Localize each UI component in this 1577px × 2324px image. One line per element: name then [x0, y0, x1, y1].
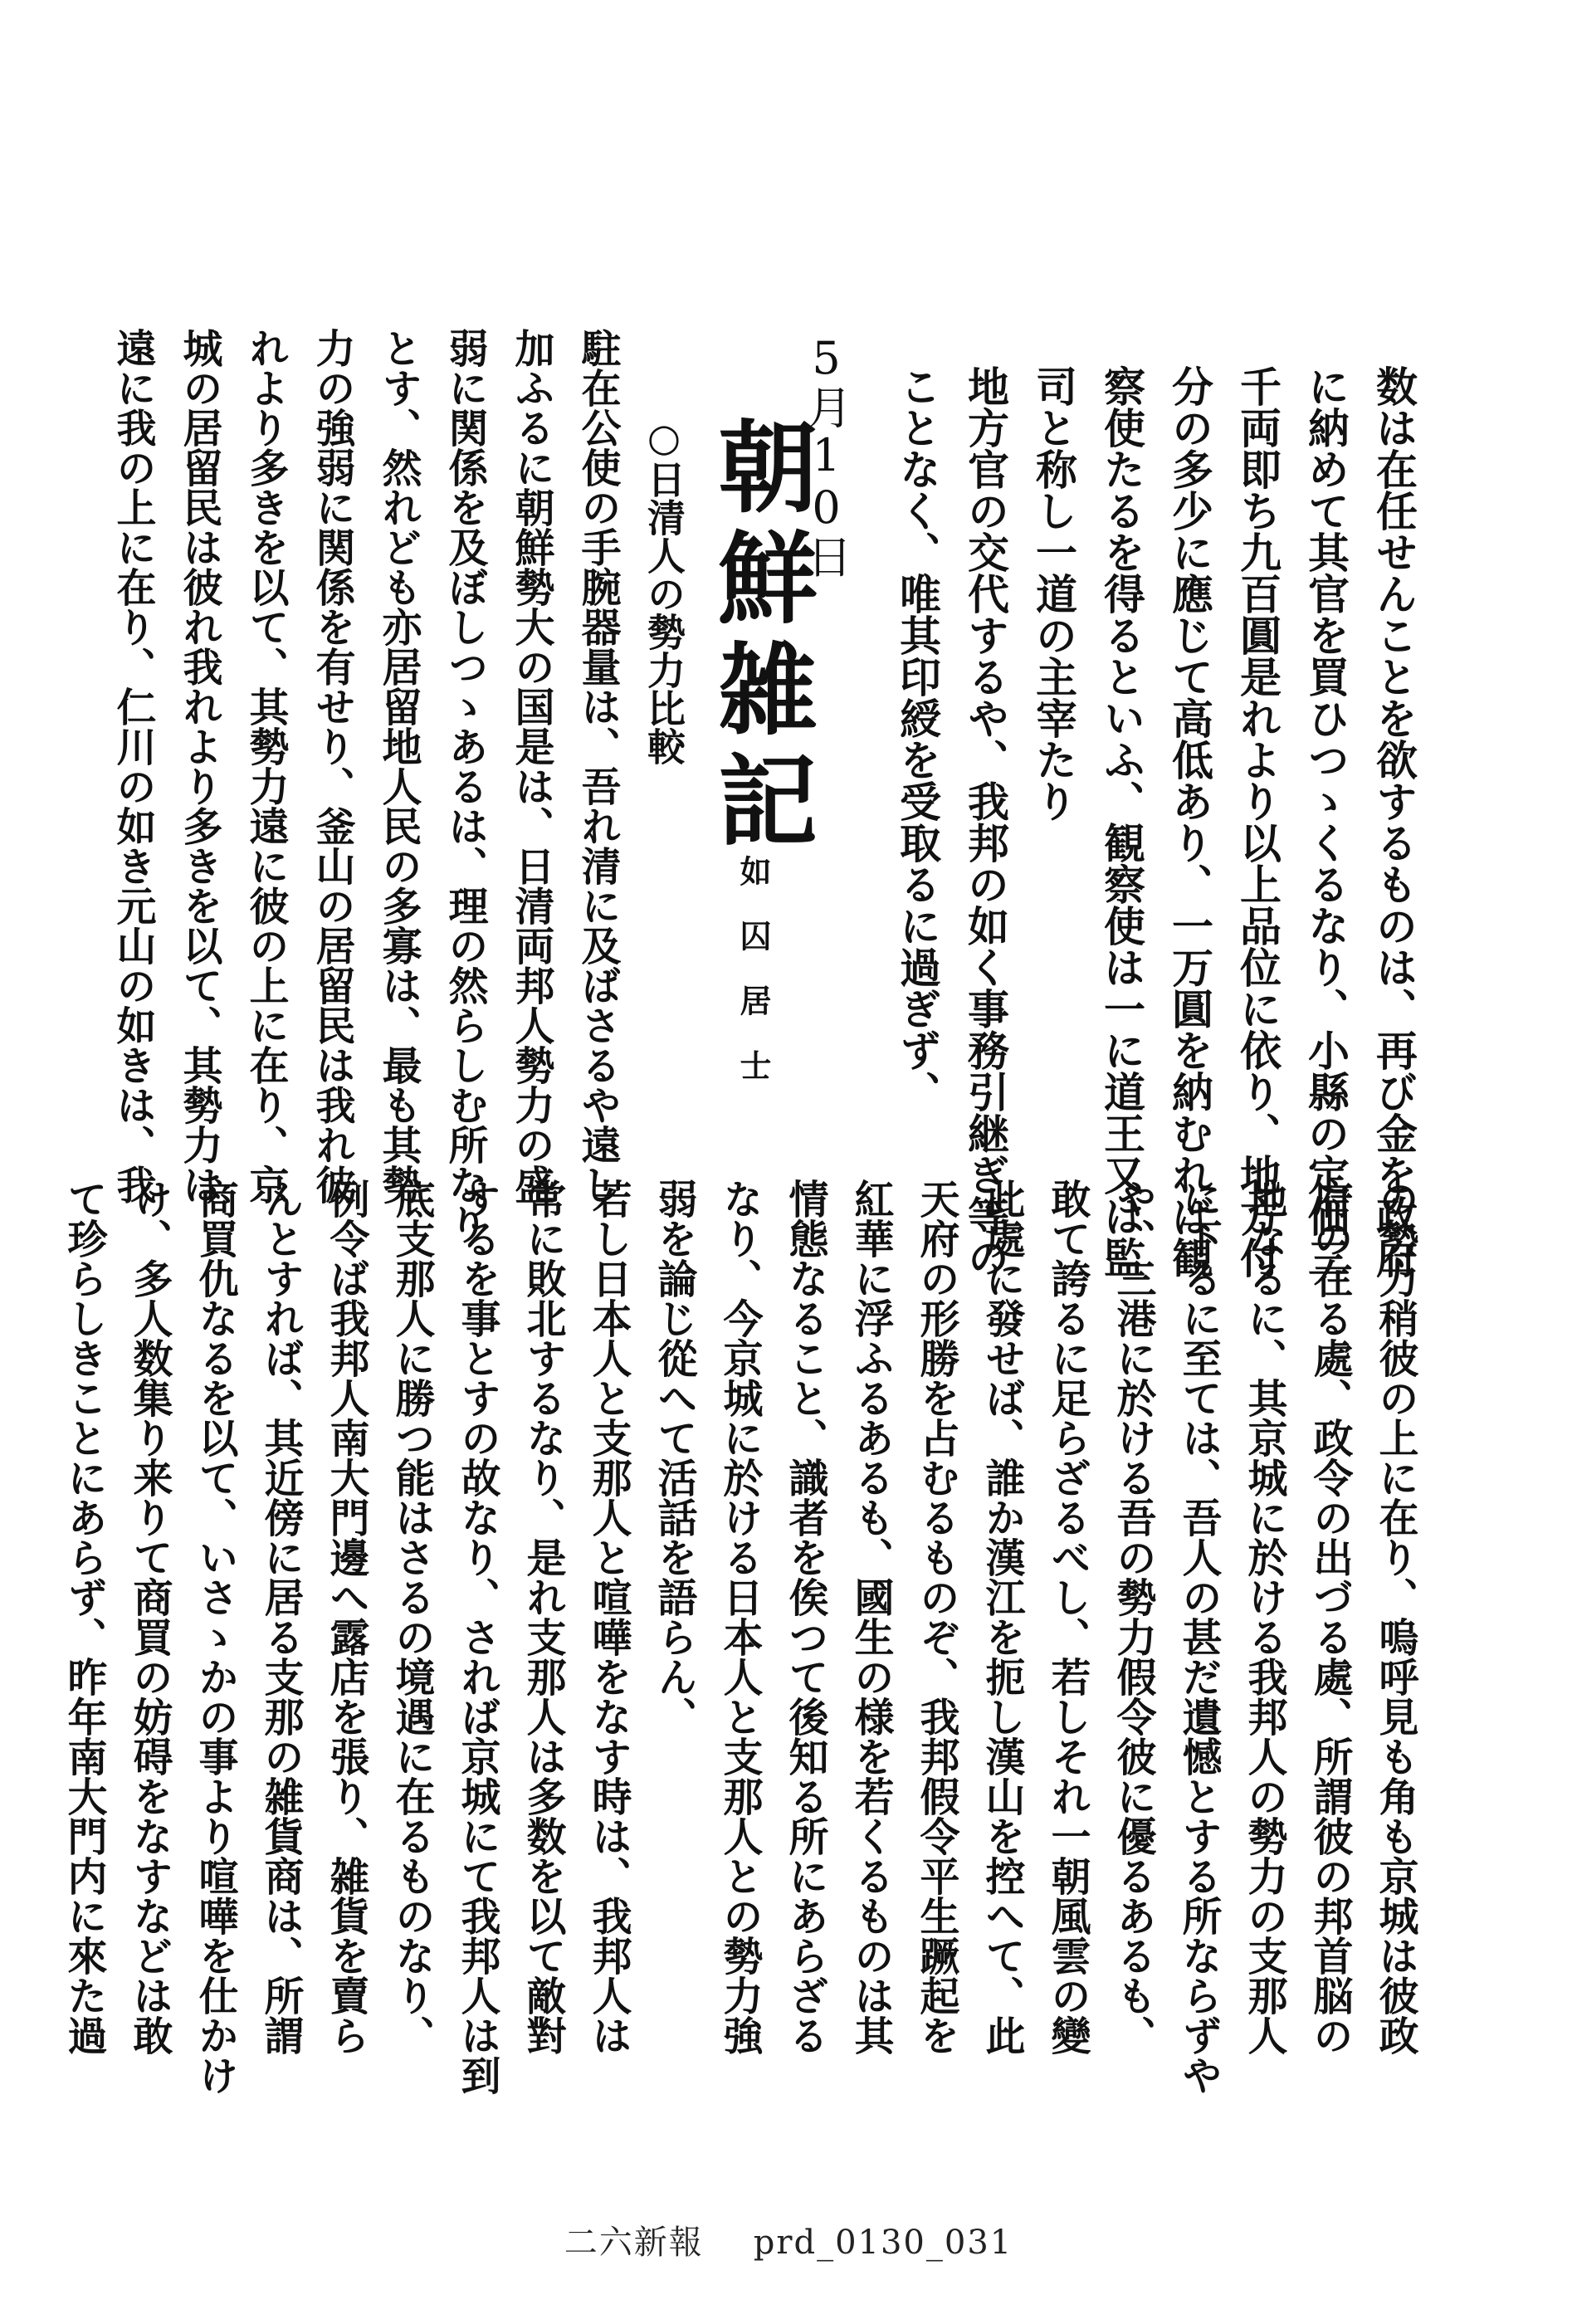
text-column: に下るに至ては、吾人の甚だ遺憾とする所ならずや — [1175, 1179, 1222, 2095]
text-column: 分の多少に應じて高低あり、一万圓を納むれば観 — [1165, 365, 1214, 1278]
text-column: なり、今京城に於ける日本人と支那人との勢力強 — [716, 1179, 763, 2055]
text-column: 例令ば我邦人南大門邊へ露店を張り、雑貨を賣ら — [323, 1179, 369, 2055]
text-column: 加ふるに朝鮮勢大の国是は、日清両邦人勢力の盛 — [508, 328, 554, 1204]
text-column: れより多きを以て、其勢力遠に彼の上に在り、京 — [242, 328, 289, 1204]
text-column: の勢力稍彼の上に在り、嗚呼見も角も京城は彼政 — [1372, 1179, 1418, 2055]
text-column: 千両即ち九百圓是れより以上品位に依り、地方付 — [1233, 365, 1282, 1278]
text-column: 城の居留民は彼れ我れより多きを以て、其勢力は — [176, 328, 222, 1204]
article-body-lower — [61, 1179, 1428, 2095]
text-column: 察使たるを得るといふ、観察使は一に道王又は監 — [1097, 365, 1146, 1278]
text-column: 敢て誇るに足らざるべし、若しそれ一朝風雲の變 — [1044, 1179, 1091, 2055]
text-column: 数は在任せんことを欲するものは、再び金を政府 — [1370, 365, 1418, 1278]
text-column: 紅華に浮ふるあるも、國生の様を若くるものは其 — [847, 1179, 894, 2055]
text-column: 府の在る處、政令の出づる處、所謂彼の邦首脳の — [1306, 1179, 1353, 2055]
text-column: 此處に發せば、誰か漢江を扼し漢山を控へて、此 — [979, 1179, 1025, 2055]
text-column: するを事とすの故なり、されば京城にて我邦人は到 — [454, 1179, 500, 2095]
text-column: 情態なること、識者を俟つて後知る所にあらざる — [782, 1179, 828, 2055]
text-column: 地なるに、其京城に於ける我邦人の勢力の支那人 — [1241, 1179, 1287, 2055]
article-body-upper — [110, 328, 631, 1244]
publication-name: 二六新報 — [564, 2224, 704, 2262]
article-date: 5月10日 — [800, 332, 852, 579]
text-column: 力の強弱に関係を有せり、釜山の居留民は我れ彼 — [309, 328, 355, 1204]
text-column: て珍らしきことにあらず、昨年南大門内に來た過 — [61, 1179, 107, 2055]
text-column: 司と称し一道の主宰たり — [1029, 365, 1078, 822]
article-title: 朝鮮雑記 — [701, 415, 818, 860]
text-column: んとすれば、其近傍に居る支那の雑貨商は、所謂 — [257, 1179, 304, 2055]
page-footer — [0, 2216, 1577, 2263]
text-column: 常に敗北するなり、是れ支那人は多数を以て敵對 — [520, 1179, 566, 2055]
text-column: や、三港に於ける吾の勢力假令彼に優るあるも、 — [1110, 1179, 1156, 2055]
article-subheading: ○日清人の勢力比較 — [642, 415, 686, 765]
page-code: prd_0130_031 — [753, 2224, 1013, 2262]
text-column: 天府の形勝を占むるものぞ、我邦假令平生蹶起を — [913, 1179, 959, 2055]
text-column: 商買仇なるを以て、いさゝかの事より喧嘩を仕かけ — [192, 1179, 238, 2095]
text-column: に納めて其官を買ひつゝくるなり、小縣の定価三 — [1301, 365, 1350, 1278]
text-column: 若し日本人と支那人と喧嘩をなす時は、我邦人は — [585, 1179, 632, 2055]
text-column: 駐在公使の手腕器量は、吾れ清に及ばさるや遠し — [574, 328, 621, 1204]
article-byline: 如囚居士 — [735, 855, 772, 1114]
text-column: 弱に関係を及ぼしつゝあるは、理の然らしむ所なり — [442, 328, 488, 1244]
article-continuation-block — [893, 365, 1428, 1278]
text-column: け、多人数集り来りて商買の妨碍をなすなどは敢 — [126, 1179, 173, 2055]
text-column: ことなく、唯其印綬を受取るに過ぎず、 — [893, 365, 942, 1112]
text-column: 弱を論じ從へて活話を語らん、 — [651, 1179, 697, 1736]
text-column: 底支那人に勝つ能はさるの境遇に在るものなり、 — [388, 1179, 435, 2055]
text-column: 地方官の交代するや、我邦の如く事務引継ぎ等の — [961, 365, 1010, 1278]
text-column: とす、然れども亦居留地人民の多寡は、最も其勢 — [375, 328, 422, 1204]
text-column: 遠に我の上に在り、仁川の如き元山の如きは、我 — [110, 328, 156, 1204]
